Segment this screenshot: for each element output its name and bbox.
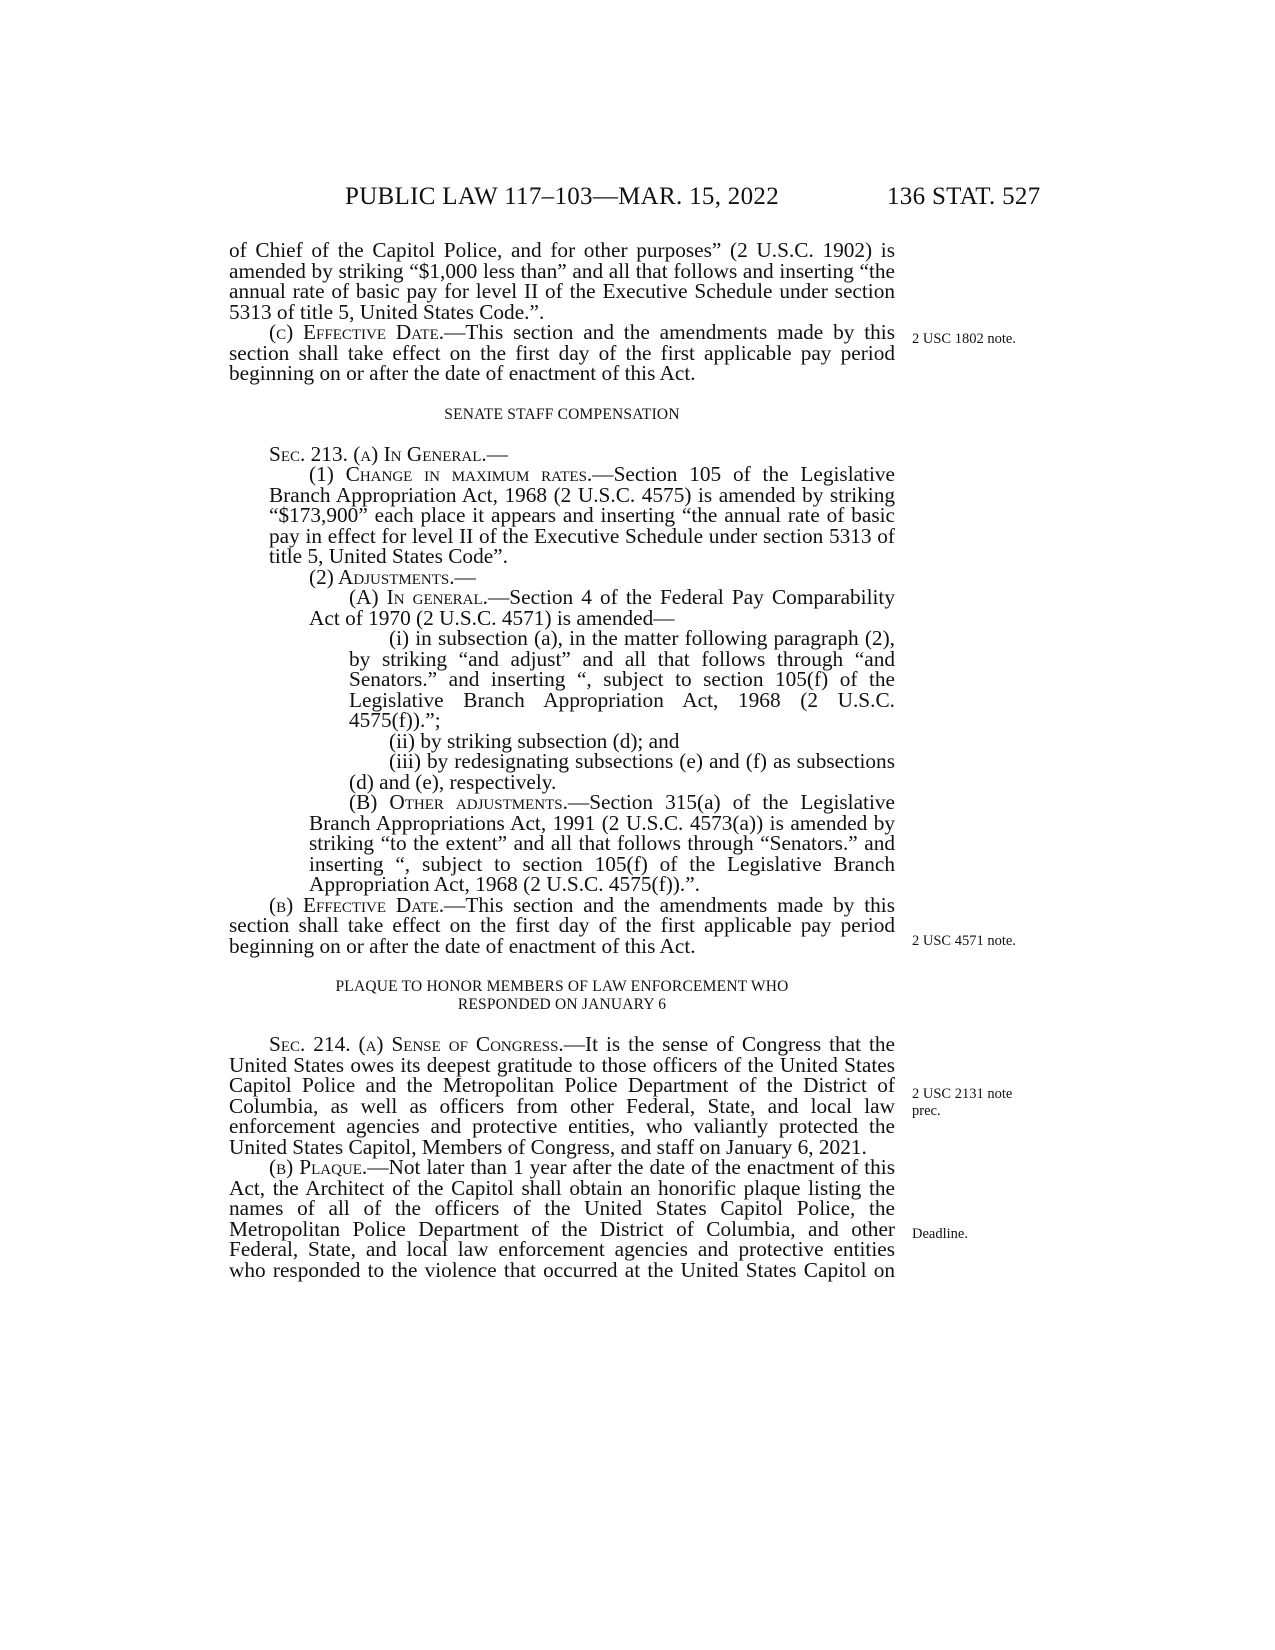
subparagraph-text: —Section 315(a) of the Legislative Branch Appropriations Act, 1991 (2 U.S.C. 4573(a)) is amended by striking “to the extent” and all that follows through “Senators.” and inserting “, subject to section 105(f) of the Legislative Branch Appropriation Act, 1968 (2 U.S.C. 4575(f)).”. [309,790,895,896]
section-label: Sec. 214. (a) Sense of Congress. [269,1032,564,1056]
subsection-text: —This section and the amendments made by this section shall take effect on the first day of the first applicable pay period beginning on or after the date of enactment of this Act. [229,892,895,958]
subparagraph-heading: (B) Other adjustments. [349,790,568,814]
subparagraph-B [309,792,895,895]
section-heading-plaque-line-1: PLAQUE TO HONOR MEMBERS OF LAW ENFORCEMENT WHO [335,978,789,995]
subsection-b-effective-date [229,892,895,958]
section-label: Sec. 213. (a) In General. [269,441,487,466]
section-text: —It is the sense of Congress that the United States owes its deepest gratitude to those officers of the United States Capitol Police and the Metropolitan Police Department of the District of Columbia, as well as officers from other Federal, State, and local law enforcement agencies and protective entities, who valiantly protected the United States Capitol, Members of Congress, and staff on January 6, 2021. [229,1032,895,1159]
paragraph-text: —Section 105 of the Legislative Branch Appropriation Act, 1968 (2 U.S.C. 4575) is amended by striking “$173,900” each place it appears and inserting “the annual rate of basic pay in effect for level II of the Executive Schedule under section 5313 of title 5, United States Code”. [269,462,895,568]
paragraph-1 [269,464,895,567]
subparagraph-heading: (A) In general. [349,585,488,609]
page-number: 136 STAT. 527 [887,183,1041,210]
paragraph-dash: — [454,564,476,589]
section-dash: — [486,441,509,466]
paragraph-heading: (2) Adjustments. [309,564,455,589]
clause-iii: (iii) by redesignating subsections (e) and (f) as subsections (d) and (e), respectively. [349,749,895,794]
subparagraph-A [309,587,895,628]
section-heading-senate-staff: SENATE STAFF COMPENSATION [444,405,680,423]
subsection-b-plaque [229,1157,895,1280]
margin-note-usc-4571: 2 USC 4571 note. [912,933,1016,949]
subsection-text: —This section and the amendments made by this section shall take effect on the first day of the first applicable pay period beginning on or after the date of enactment of this Act. [229,320,895,385]
body-text [229,240,895,1280]
paragraph-heading: (1) Change in maximum rates. [309,462,593,486]
subparagraph-text: —Section 4 of the Federal Pay Comparability Act of 1970 (2 U.S.C. 4571) is amended— [309,585,895,630]
section-heading-plaque-line-2: RESPONDED ON JANUARY 6 [457,996,667,1013]
section-213-heading [229,441,895,466]
paragraph-2 [269,564,895,589]
clause-ii: (ii) by striking subsection (d); and [389,728,680,753]
margin-note-usc-2131: 2 USC 2131 note [912,1086,1013,1102]
subsection-heading: (c) Effective Date. [269,320,445,344]
margin-note-usc-1802: 2 USC 1802 note. [912,331,1016,347]
subsection-heading: (b) Effective Date. [269,892,445,917]
continued-paragraph: of Chief of the Capitol Police, and for other purposes” (2 U.S.C. 1902) is amended by striking “$1,000 less than” and all that follows and inserting “the annual rate of basic pay for level II of the Executive Schedule under section 5313 of title 5, United States Code.”. [229,238,895,324]
running-header-title: PUBLIC LAW 117–103—MAR. 15, 2022 [345,183,780,210]
section-214-sense-of-congress [229,1034,895,1157]
margin-note-usc-2131-prec: prec. [912,1103,941,1119]
subsection-text: —Not later than 1 year after the date of the enactment of this Act, the Architect of the Capitol shall obtain an honorific plaque listing the names of all of the officers of the United States Capitol Police, the Metropolitan Police Department of the District of Columbia, and other Federal, State, and local law enforcement agencies and protective entities who responded to the violence that occurred at the United States Capitol on [229,1155,895,1282]
subsection-c-effective-date [229,322,895,384]
margin-note-deadline: Deadline. [912,1226,968,1242]
subsection-heading: (b) Plaque. [269,1155,368,1179]
clause-i: (i) in subsection (a), in the matter following paragraph (2), by striking “and adjust” and all that follows through “and Senators.” and inserting “, subject to section 105(f) of the Legislative Branch Appropriation Act, 1968 (2 U.S.C. 4575(f)).”; [349,626,895,732]
